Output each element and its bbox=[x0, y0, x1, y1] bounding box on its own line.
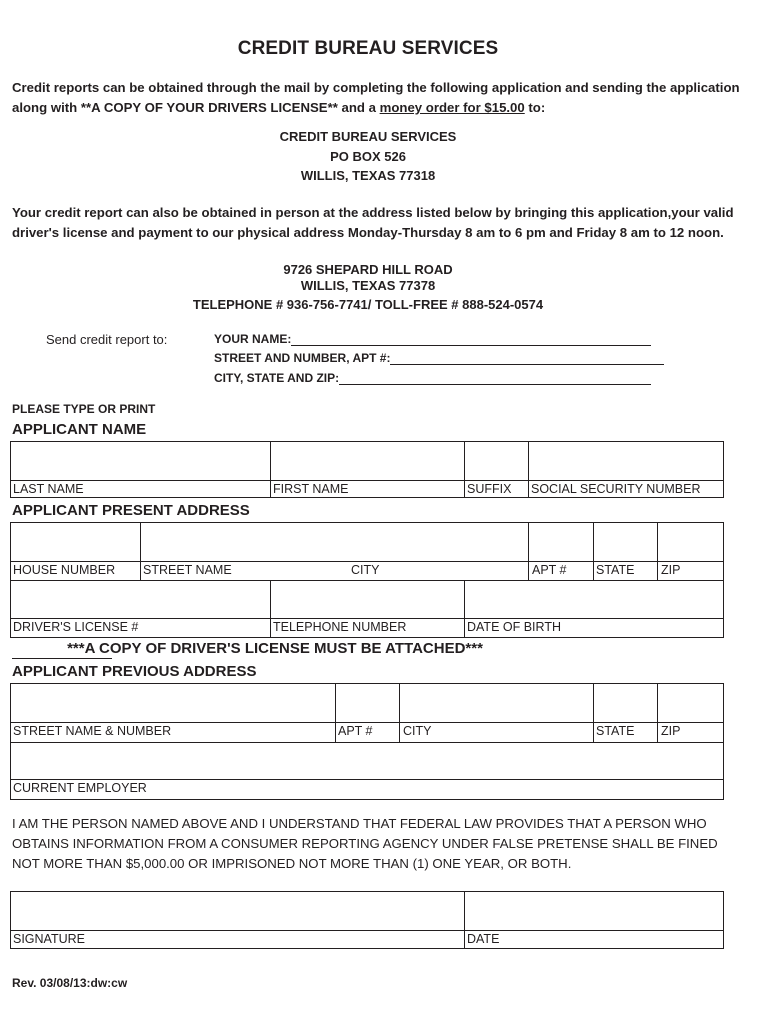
intro-paragraph bbox=[12, 78, 742, 118]
suffix-input[interactable] bbox=[465, 442, 528, 480]
first-name-input[interactable] bbox=[271, 442, 464, 480]
prev-state-label: STATE bbox=[596, 724, 635, 738]
physical-address-line1: 9726 SHEPARD HILL ROAD bbox=[283, 262, 453, 277]
your-name-line[interactable] bbox=[291, 333, 651, 346]
physical-address bbox=[0, 262, 736, 313]
house-number-input[interactable] bbox=[11, 523, 140, 561]
prev-street-label: STREET NAME & NUMBER bbox=[13, 724, 172, 738]
first-name-label: FIRST NAME bbox=[273, 482, 349, 496]
current-employer-input[interactable] bbox=[11, 743, 723, 779]
apt-input[interactable] bbox=[529, 523, 593, 561]
signature-table bbox=[10, 891, 724, 949]
house-number-label: HOUSE NUMBER bbox=[13, 563, 116, 577]
row-divider bbox=[11, 779, 723, 780]
prev-street-input[interactable] bbox=[11, 684, 335, 722]
revision-note: Rev. 03/08/13:dw:cw bbox=[12, 976, 128, 990]
license-warning: ***A COPY OF DRIVER'S LICENSE MUST BE ATTACHED*** bbox=[67, 640, 483, 657]
prev-zip-input[interactable] bbox=[658, 684, 723, 722]
present-address-heading: APPLICANT PRESENT ADDRESS bbox=[12, 502, 250, 519]
row-divider bbox=[11, 930, 723, 931]
warning-underline bbox=[12, 658, 112, 659]
page-title: CREDIT BUREAU SERVICES bbox=[237, 38, 499, 59]
legal-disclaimer: I AM THE PERSON NAMED ABOVE AND I UNDERSTAND THAT FEDERAL LAW PROVIDES THAT A PERSON WHO OBTAINS INFORMATION FROM A CONSUMER REPORTING AGENCY UNDER FALSE PRETENSE SHALL BE FINED NOT MORE THAN $5,000.00 OR IMPRISONED NOT MORE THAN (1) ONE YEAR, OR BOTH. bbox=[12, 816, 718, 871]
city-label: CITY bbox=[351, 563, 380, 577]
street-apt-label: STREET AND NUMBER, APT #: bbox=[214, 351, 391, 365]
ssn-input[interactable] bbox=[529, 442, 723, 480]
current-employer-label: CURRENT EMPLOYER bbox=[13, 781, 147, 795]
telephone-label: TELEPHONE NUMBER bbox=[273, 620, 407, 634]
city-state-zip-field[interactable] bbox=[214, 371, 651, 385]
previous-address-table bbox=[10, 683, 724, 800]
suffix-label: SUFFIX bbox=[467, 482, 512, 496]
zip-input[interactable] bbox=[658, 523, 723, 561]
signature-input[interactable] bbox=[11, 892, 464, 930]
prev-city-label: CITY bbox=[403, 724, 432, 738]
date-input[interactable] bbox=[465, 892, 723, 930]
street-apt-line[interactable] bbox=[390, 352, 664, 365]
telephone-input[interactable] bbox=[271, 581, 464, 618]
applicant-name-heading: APPLICANT NAME bbox=[12, 421, 147, 438]
prev-apt-input[interactable] bbox=[336, 684, 399, 722]
date-of-birth-input[interactable] bbox=[465, 581, 723, 618]
row-divider bbox=[11, 618, 723, 619]
last-name-input[interactable] bbox=[11, 442, 270, 480]
row-divider bbox=[11, 480, 723, 481]
signature-label: SIGNATURE bbox=[13, 932, 85, 946]
please-type-note: PLEASE TYPE OR PRINT bbox=[12, 402, 156, 416]
intro-text-2: to: bbox=[524, 100, 546, 115]
street-name-label: STREET NAME bbox=[143, 563, 232, 577]
city-state-zip-label: CITY, STATE AND ZIP: bbox=[214, 371, 340, 385]
drivers-license-label: DRIVER'S LICENSE # bbox=[13, 620, 139, 634]
drivers-license-input[interactable] bbox=[11, 581, 270, 618]
intro-text-1: Credit reports can be obtained through the mail by completing the following application and sending the application along with **A COPY OF YOUR DRIVERS LICENSE** and a bbox=[12, 80, 740, 115]
state-label: STATE bbox=[596, 563, 635, 577]
state-input[interactable] bbox=[594, 523, 657, 561]
previous-address-heading: APPLICANT PREVIOUS ADDRESS bbox=[12, 663, 257, 680]
street-city-input[interactable] bbox=[141, 523, 528, 561]
prev-state-input[interactable] bbox=[594, 684, 657, 722]
street-apt-field[interactable] bbox=[214, 351, 664, 365]
physical-address-line2: WILLIS, TEXAS 77378 bbox=[300, 278, 436, 293]
date-of-birth-label: DATE OF BIRTH bbox=[467, 620, 561, 634]
apt-label: APT # bbox=[532, 563, 567, 577]
telephone-line: TELEPHONE # 936-756-7741/ TOLL-FREE # 888-524-0574 bbox=[192, 297, 544, 312]
your-name-field[interactable] bbox=[214, 332, 651, 346]
row-divider bbox=[11, 722, 723, 723]
mail-address-line1: CREDIT BUREAU SERVICES bbox=[279, 129, 457, 144]
mail-address-line2: PO BOX 526 bbox=[330, 148, 406, 164]
present-address-table bbox=[10, 522, 724, 638]
your-name-label: YOUR NAME: bbox=[214, 332, 292, 346]
row-divider bbox=[11, 561, 723, 562]
in-person-paragraph: Your credit report can also be obtained in person at the address listed below by bringing this application,your valid driver's license and payment to our physical address Monday-Thursday 8 am to 6 pm and Friday 8 am to 12 noon. bbox=[12, 205, 734, 240]
applicant-name-table bbox=[10, 441, 724, 498]
mail-address bbox=[0, 127, 736, 186]
send-report-label: Send credit report to: bbox=[46, 332, 168, 347]
money-order-amount: money order for $15.00 bbox=[379, 100, 525, 115]
mail-address-line3: WILLIS, TEXAS 77318 bbox=[300, 168, 436, 183]
zip-label: ZIP bbox=[661, 563, 681, 577]
last-name-label: LAST NAME bbox=[13, 482, 84, 496]
date-label: DATE bbox=[467, 932, 500, 946]
prev-apt-label: APT # bbox=[338, 724, 373, 738]
city-state-zip-line[interactable] bbox=[339, 372, 651, 385]
prev-city-input[interactable] bbox=[400, 684, 593, 722]
prev-zip-label: ZIP bbox=[661, 724, 681, 738]
ssn-label: SOCIAL SECURITY NUMBER bbox=[531, 482, 701, 496]
